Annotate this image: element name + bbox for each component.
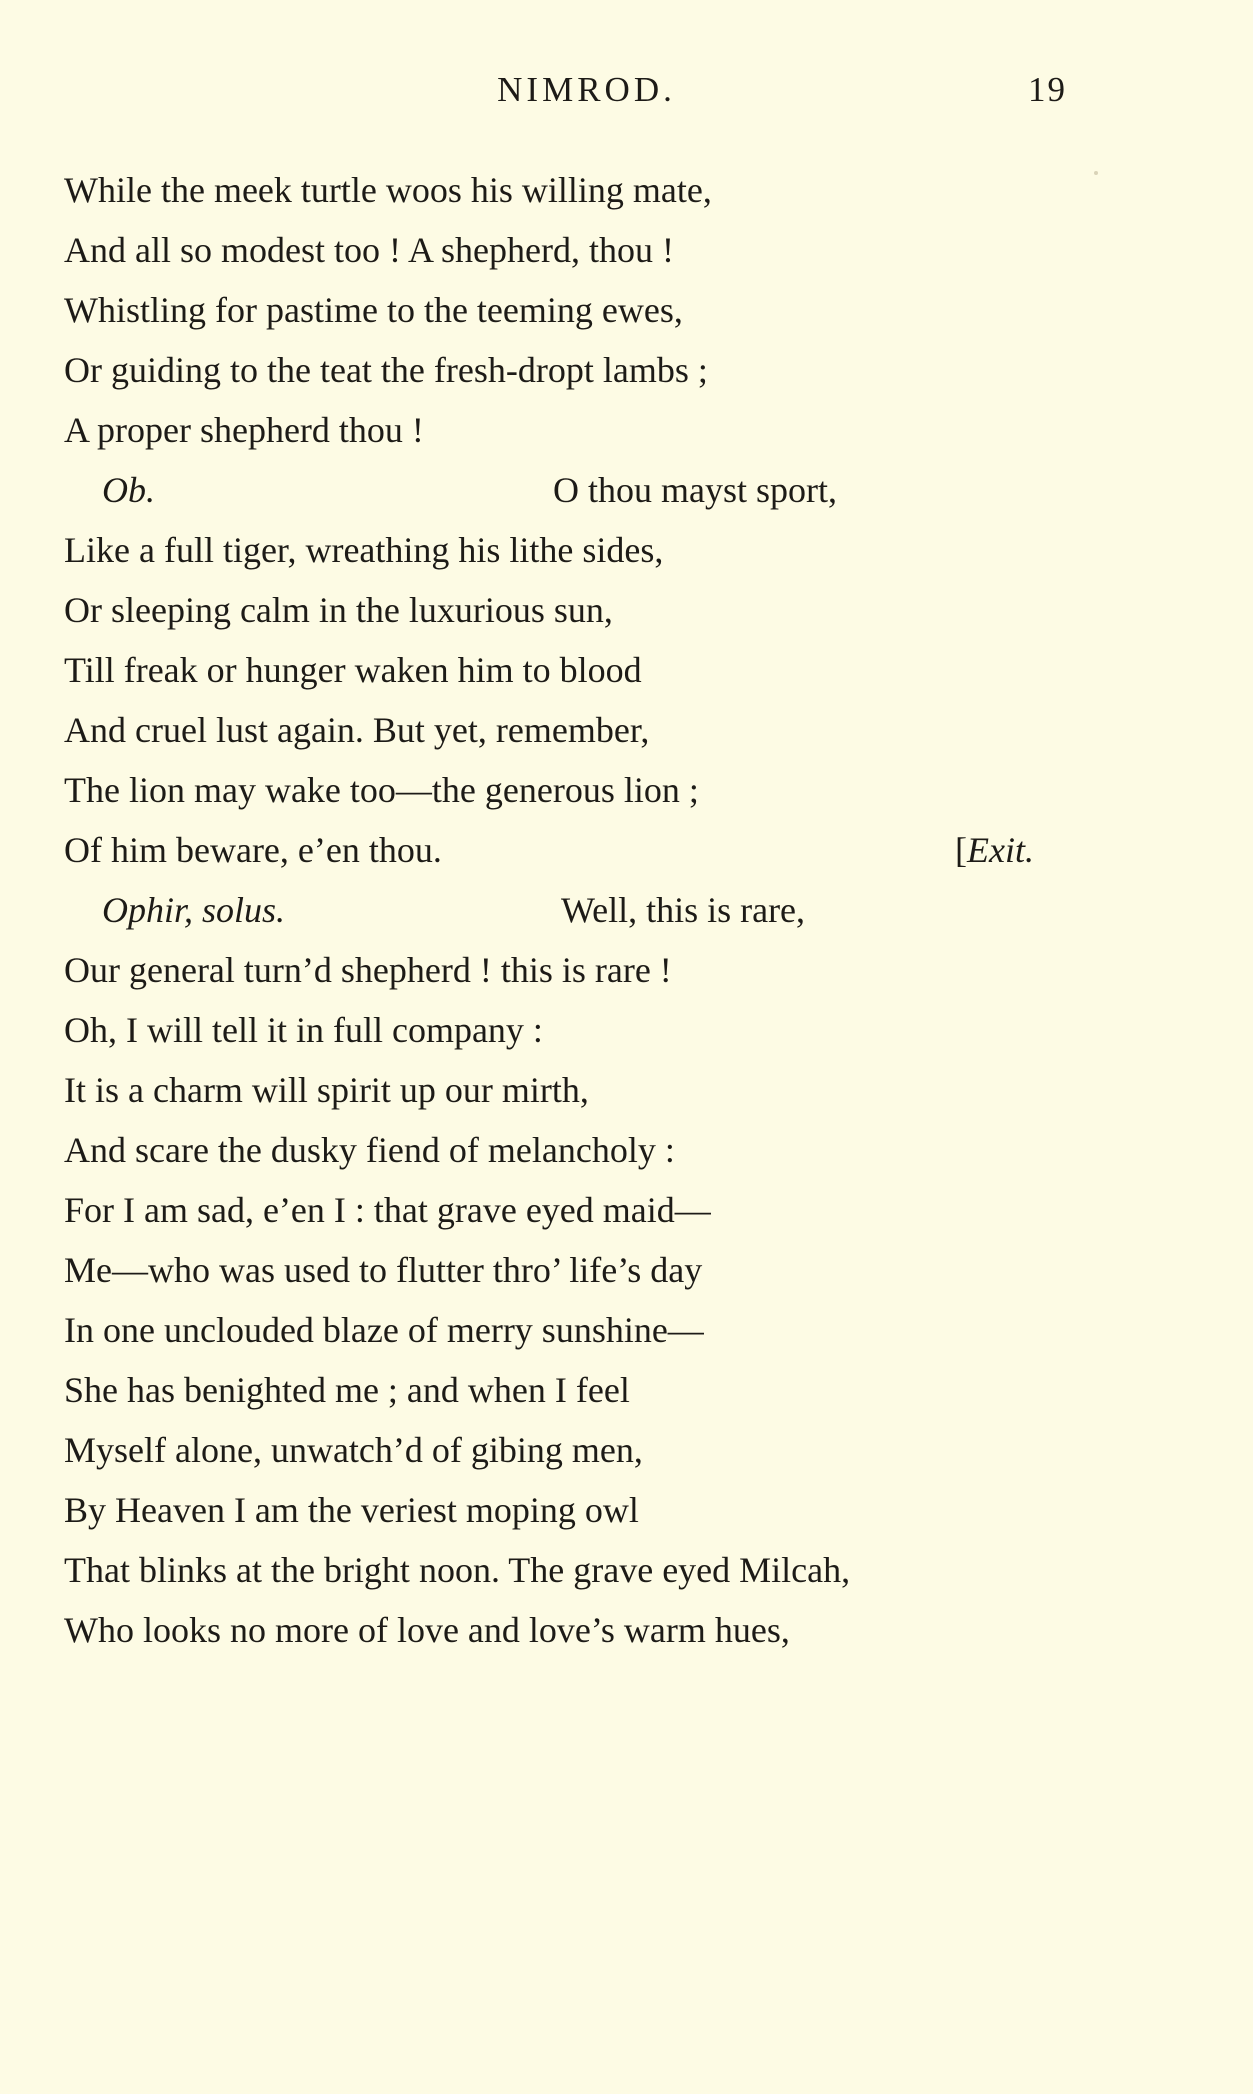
verse-line [64, 1000, 1194, 1060]
line-text: Myself alone, unwatch’d of gibing men, [64, 1430, 643, 1470]
line-text: A proper shepherd thou ! [64, 410, 424, 450]
speaker-name: Ophir, solus. [102, 890, 286, 930]
speaker-name: Ob. [102, 470, 155, 510]
running-title: NIMROD. [497, 70, 676, 109]
verse-line [64, 700, 1194, 760]
line-text: Well, this is rare, [561, 890, 806, 930]
line-text: It is a charm will spirit up our mirth, [64, 1070, 589, 1110]
verse-block [64, 160, 1194, 1660]
line-text: Or sleeping calm in the luxurious sun, [64, 590, 613, 630]
line-text: That blinks at the bright noon. The grave eyed Milcah, [64, 1550, 851, 1590]
verse-line [64, 880, 1194, 940]
verse-line [64, 1120, 1194, 1180]
line-text: While the meek turtle woos his willing mate, [64, 170, 712, 210]
verse-line [64, 400, 1194, 460]
verse-line [64, 1600, 1194, 1660]
verse-line [64, 640, 1194, 700]
line-text: Of him beware, e’en thou. [64, 830, 442, 870]
verse-line [64, 460, 1194, 520]
line-text: Whistling for pastime to the teeming ewes, [64, 290, 683, 330]
line-text: In one unclouded blaze of merry sunshine— [64, 1310, 704, 1350]
line-text: And scare the dusky fiend of melancholy : [64, 1130, 675, 1170]
verse-line [64, 940, 1194, 1000]
verse-line [64, 1060, 1194, 1120]
verse-line [64, 760, 1194, 820]
line-text: For I am sad, e’en I : that grave eyed maid— [64, 1190, 711, 1230]
line-text: Oh, I will tell it in full company : [64, 1010, 543, 1050]
line-text: Or guiding to the teat the fresh-dropt lambs ; [64, 350, 708, 390]
stage-bracket: [ [955, 830, 967, 870]
verse-line [64, 520, 1194, 580]
line-text: She has benighted me ; and when I feel [64, 1370, 630, 1410]
verse-line [64, 1480, 1194, 1540]
line-text: Till freak or hunger waken him to blood [64, 650, 642, 690]
verse-line [64, 1360, 1194, 1420]
line-text: And cruel lust again. But yet, remember, [64, 710, 650, 750]
line-text: The lion may wake too—the generous lion ; [64, 770, 699, 810]
line-text: O thou mayst sport, [553, 470, 837, 510]
verse-line [64, 1420, 1194, 1480]
verse-line [64, 1180, 1194, 1240]
verse-line [64, 220, 1194, 280]
verse-line [64, 1240, 1194, 1300]
verse-line [64, 280, 1194, 340]
line-text: And all so modest too ! A shepherd, thou ! [64, 230, 674, 270]
stage-word: Exit. [967, 830, 1034, 870]
verse-line [64, 1300, 1194, 1360]
line-text: Like a full tiger, wreathing his lithe sides, [64, 530, 664, 570]
stage-direction [955, 820, 1034, 880]
line-text: Who looks no more of love and love’s warm hues, [64, 1610, 790, 1650]
verse-line [64, 580, 1194, 640]
line-text: Me—who was used to flutter thro’ life’s day [64, 1250, 703, 1290]
verse-line [64, 820, 1194, 880]
verse-line [64, 160, 1194, 220]
line-text: Our general turn’d shepherd ! this is rare ! [64, 950, 672, 990]
page-number: 19 [1028, 70, 1067, 109]
verse-line [64, 340, 1194, 400]
verse-line [64, 1540, 1194, 1600]
line-text: By Heaven I am the veriest moping owl [64, 1490, 639, 1530]
